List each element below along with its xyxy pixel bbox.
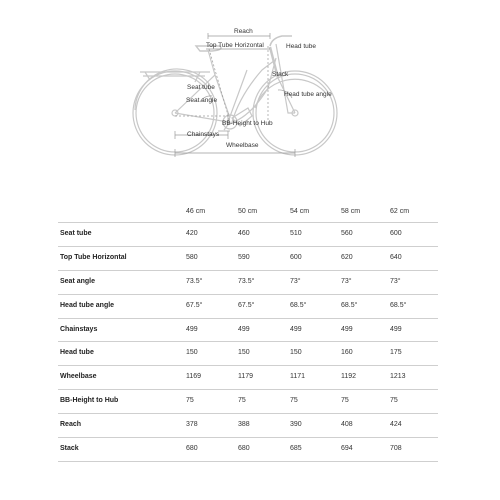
size-header: 54 cm [290, 208, 310, 215]
label-seat-tube: Seat tube [187, 84, 215, 91]
table-cell: 560 [341, 230, 353, 237]
table-cell: 73° [390, 277, 401, 285]
table-cell: 499 [186, 325, 198, 333]
label-bb-height-to-hub: BB-Height to Hub [222, 120, 273, 127]
table-cell: 408 [341, 421, 353, 429]
table-cell: 600 [390, 230, 402, 237]
table-row [58, 341, 438, 365]
table-row [58, 389, 438, 413]
label-wheelbase: Wheelbase [226, 142, 259, 149]
geometry-table [58, 208, 438, 462]
table-cell: 150 [290, 349, 302, 357]
table-cell: 499 [238, 325, 250, 333]
table-row [58, 318, 438, 342]
table-cell: 590 [238, 253, 250, 261]
row-label: Top Tube Horizontal [60, 253, 127, 261]
size-header: 46 cm [186, 208, 206, 215]
table-cell: 460 [238, 230, 250, 237]
table-cell: 67.5° [186, 301, 203, 309]
table-bottom-divider [58, 461, 438, 462]
table-cell: 1213 [390, 373, 406, 381]
table-cell: 378 [186, 421, 198, 429]
table-cell: 708 [390, 445, 402, 453]
table-cell: 1169 [186, 373, 202, 381]
table-row [58, 294, 438, 318]
table-cell: 67.5° [238, 301, 255, 309]
table-cell: 73° [290, 277, 301, 285]
table-cell: 73.5° [238, 277, 255, 285]
table-header-row [58, 208, 438, 222]
label-stack: Stack [272, 71, 289, 78]
table-cell: 499 [290, 325, 302, 333]
table-cell: 75 [390, 397, 398, 405]
table-cell: 75 [341, 397, 349, 405]
table-cell: 640 [390, 253, 402, 261]
table-row [58, 437, 438, 461]
table-cell: 175 [390, 349, 402, 357]
label-chainstays: Chainstays [187, 131, 220, 138]
row-label: BB-Height to Hub [60, 397, 119, 405]
table-row [58, 246, 438, 270]
table-cell: 499 [390, 325, 402, 333]
label-reach: Reach [234, 28, 253, 35]
size-header: 50 cm [238, 208, 258, 215]
row-label: Wheelbase [60, 373, 97, 381]
label-seat-angle: Seat angle [186, 97, 218, 104]
table-cell: 510 [290, 230, 302, 237]
table-cell: 73.5° [186, 277, 203, 285]
table-cell: 388 [238, 421, 250, 429]
row-label: Head tube [60, 349, 94, 357]
table-cell: 580 [186, 253, 198, 261]
row-label: Reach [60, 421, 82, 429]
table-cell: 680 [186, 445, 198, 453]
table-cell: 75 [186, 397, 194, 405]
table-cell: 1171 [290, 373, 306, 381]
row-label: Stack [60, 445, 79, 453]
size-header: 62 cm [390, 208, 410, 215]
table-cell: 499 [341, 325, 353, 333]
table-cell: 150 [238, 349, 250, 357]
table-cell: 685 [290, 445, 302, 453]
label-top-tube-horizontal: Top Tube Horizontal [206, 42, 264, 49]
table-cell: 1179 [238, 373, 254, 381]
table-cell: 420 [186, 230, 198, 237]
table-row [58, 413, 438, 437]
table-row [58, 365, 438, 389]
size-header: 58 cm [341, 208, 361, 215]
label-head-tube-angle: Head tube angle [284, 91, 332, 98]
row-label: Head tube angle [60, 301, 115, 309]
table-cell: 73° [341, 277, 352, 285]
row-label: Seat tube [60, 230, 92, 237]
table-cell: 75 [238, 397, 246, 405]
table-cell: 68.5° [341, 301, 358, 309]
bike-geometry-diagram [0, 0, 500, 190]
table-cell: 75 [290, 397, 298, 405]
table-cell: 390 [290, 421, 302, 429]
table-cell: 68.5° [390, 301, 407, 309]
table-cell: 160 [341, 349, 353, 357]
table-cell: 1192 [341, 373, 357, 381]
table-cell: 680 [238, 445, 250, 453]
table-row [58, 270, 438, 294]
row-label: Seat angle [60, 277, 96, 285]
table-row [58, 222, 438, 246]
table-cell: 694 [341, 445, 353, 453]
table-cell: 150 [186, 349, 198, 357]
row-label: Chainstays [60, 325, 98, 333]
table-cell: 424 [390, 421, 402, 429]
table-cell: 68.5° [290, 301, 307, 309]
table-cell: 620 [341, 253, 353, 261]
label-head-tube: Head tube [286, 43, 316, 50]
table-cell: 600 [290, 253, 302, 261]
